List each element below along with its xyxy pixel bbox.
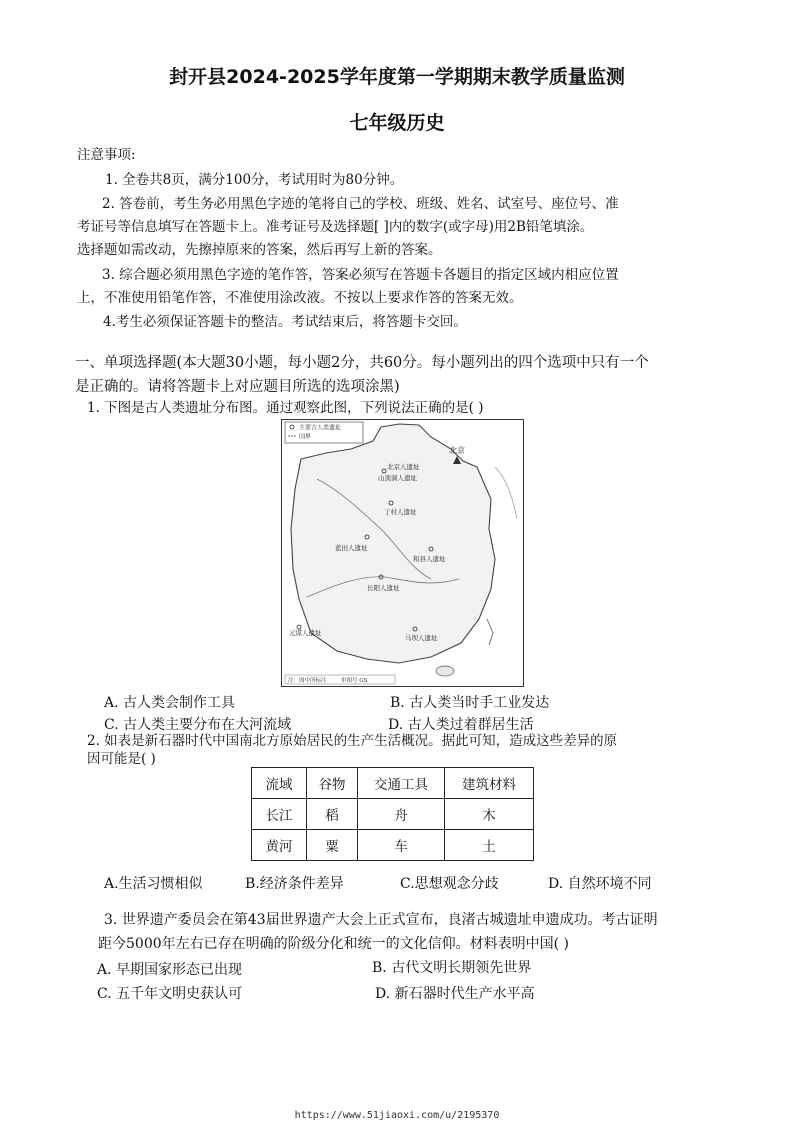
q1-option-a: A. 古人类会制作工具 [104, 695, 236, 711]
table-header: 流域 [252, 768, 307, 799]
notice-line: 考证号等信息填写在答题卡上。准考证号及选择题[ ]内的数字(或字母)用2B铅笔填涂。 [77, 219, 594, 235]
legend-site-label: 主要古人类遗址 [299, 424, 342, 432]
notice-line: 3. 综合题必须用黑色字迹的笔作答，答案必须写在答题卡各题目的指定区域内相应位置 [102, 267, 619, 283]
exam-subject: 七年级历史 [349, 112, 445, 134]
site-label: 北京人遗址 [387, 463, 420, 471]
q2-option-a: A.生活习惯相似 [104, 876, 203, 892]
section-heading: 一、单项选择题(本大题30小题，每小题2分，共60分。每小题列出的四个选项中只有一个 [75, 355, 649, 371]
crop-table [251, 767, 534, 861]
site-label: 和县人遗址 [413, 555, 446, 563]
question-stem: 2. 如表是新石器时代中国南北方原始居民的生产生活概况。据此可知，造成这些差异的原 [87, 733, 618, 749]
notice-line: 4.考生必须保证答题卡的整洁。考试结束后，将答题卡交回。 [103, 314, 467, 330]
table-header: 交通工具 [358, 768, 445, 799]
table-cell: 黄河 [252, 830, 307, 861]
question-stem: 距今5000年左右已存在明确的阶级分化和统一的文化信仰。材料表明中国( ) [98, 936, 570, 952]
q2-option-d: D. 自然环境不同 [548, 876, 652, 892]
question-stem: 1. 下图是古人类遗址分布图。通过观察此图，下列说法正确的是( ) [87, 400, 484, 416]
site-label: 蓝田人遗址 [335, 544, 368, 552]
city-label: 北京 [449, 446, 465, 455]
site-label: 元谋人遗址 [289, 629, 322, 637]
table-cell: 舟 [358, 799, 445, 830]
site-label: 马坝人遗址 [405, 634, 438, 642]
notice-line: 2. 答卷前，考生务必用黑色字迹的笔将自己的学校、班级、姓名、试室号、座位号、准 [102, 196, 619, 212]
q1-option-b: B. 古人类当时手工业发达 [390, 695, 550, 711]
notice-line: 1. 全卷共8页，满分100分，考试用时为80分钟。 [105, 172, 404, 188]
table-header: 谷物 [307, 768, 358, 799]
table-header: 建筑材料 [445, 768, 534, 799]
site-label: 长阳人遗址 [367, 584, 400, 592]
q2-option-c: C.思想观念分歧 [400, 876, 499, 892]
notice-line: 选择题如需改动，先擦掉原来的答案，然后再写上新的答案。 [77, 242, 442, 258]
q1-option-d: D. 古人类过着群居生活 [388, 717, 534, 733]
site-label: 丁村人遗址 [384, 508, 417, 516]
q3-option-c: C. 五千年文明史获认可 [97, 986, 243, 1002]
hainan-island [436, 666, 454, 676]
source-watermark: https://www.51jiaoxi.com/u/2195370 [294, 1110, 500, 1121]
table-row [252, 799, 534, 830]
legend-border-label: 国界 [299, 433, 312, 441]
notice-line: 上，不准使用铅笔作答，不准使用涂改液。不按以上要求作答的答案无效。 [77, 290, 523, 306]
map-note: 注：图中所标注 [288, 678, 327, 684]
table-cell: 稻 [307, 799, 358, 830]
ancient-sites-map [281, 419, 524, 687]
table-row [252, 830, 534, 861]
q3-option-a: A. 早期国家形态已出现 [97, 962, 243, 978]
q3-option-b: B. 古代文明长期领先世界 [372, 960, 532, 976]
table-cell: 长江 [252, 799, 307, 830]
q2-option-b: B.经济条件差异 [245, 876, 344, 892]
table-cell: 土 [445, 830, 534, 861]
question-stem: 因可能是( ) [87, 751, 156, 767]
table-cell: 车 [358, 830, 445, 861]
q1-option-c: C. 古人类主要分布在大河流域 [104, 717, 292, 733]
notice-heading: 注意事项: [77, 147, 136, 163]
table-header-row [252, 768, 534, 799]
map-credit: 审图号 GS [341, 678, 368, 684]
exam-title: 封开县2024-2025学年度第一学期期末教学质量监测 [169, 66, 625, 88]
section-heading: 是正确的。请将答题卡上对应题目所选的选项涂黑) [75, 379, 400, 395]
table-cell: 木 [445, 799, 534, 830]
question-stem: 3. 世界遗产委员会在第43届世界遗产大会上正式宣布，良渚古城遗址申遗成功。考古证明 [104, 912, 658, 928]
q3-option-d: D. 新石器时代生产水平高 [375, 986, 535, 1002]
table-cell: 粟 [307, 830, 358, 861]
site-label: 山顶洞人遗址 [378, 474, 417, 482]
